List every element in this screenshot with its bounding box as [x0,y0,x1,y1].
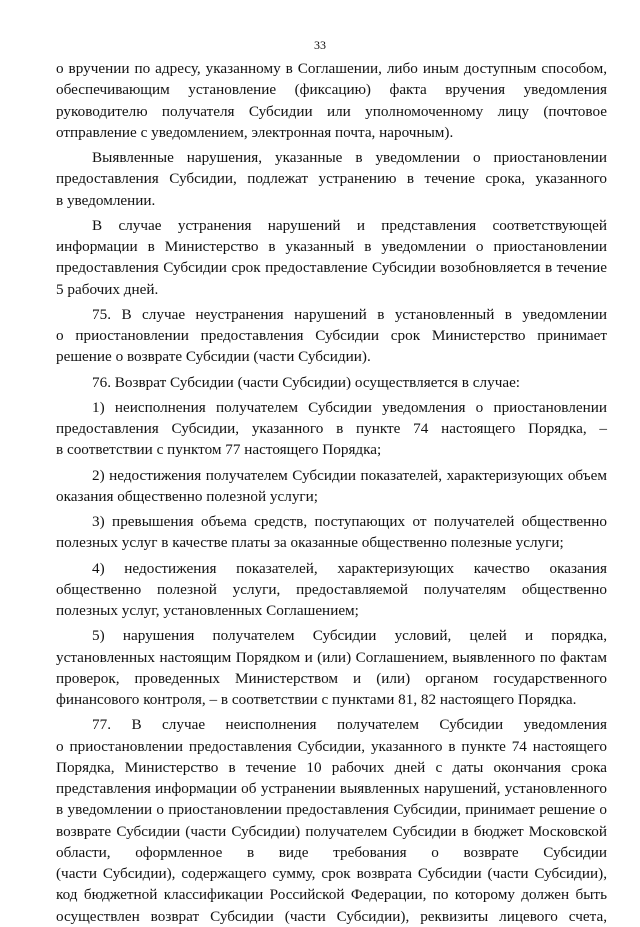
text-line: 1) неисполнения получателем Субсидии уведомления о приостановлении [92,398,607,416]
paragraph [56,215,607,300]
text-line: в уведомлении о приостановлении предоставления Субсидии, принимает решение о [56,801,607,819]
text-line: 77. В случае неисполнения получателем Субсидии уведомления [92,716,607,734]
text-line: возврате Субсидии (части Субсидии) получателем Субсидии в бюджет Московской [56,822,607,840]
text-line: В случае устранения нарушений и представления соответствующей [92,216,607,234]
text-line: 75. В случае неустранения нарушений в установленный в уведомлении [92,305,607,323]
page-number: 33 [314,38,326,52]
text-line: решение о возврате Субсидии (части Субсидии). [56,348,371,366]
text-line: предоставления Субсидии, подлежат устранению в течение срока, указанного [56,170,607,188]
text-line: предоставления Субсидии, указанного в пункте 74 настоящего Порядка, – [56,420,607,437]
text-line: предоставления Субсидии срок предоставление Субсидии возобновляется в течение [56,259,607,277]
text-line: 3) превышения объема средств, поступающих от получателей общественно [92,513,607,530]
text-line: Выявленные нарушения, указанные в уведомлении о приостановлении [92,149,607,166]
text-line: проверок, проведенных Министерством и (или) органом государственного [56,669,607,687]
text-line: о приостановлении предоставления Субсидии, указанного в пункте 74 настоящего [56,737,607,755]
text-line: 2) недостижения получателем Субсидии показателей, характеризующих объем [92,466,607,484]
text-line: 5) нарушения получателем Субсидии условий, целей и порядка, [92,627,607,645]
paragraph [56,372,607,393]
paragraph [56,558,607,622]
text-line: о приостановлении предоставления Субсидии срок Министерство принимает [56,327,607,344]
paragraph [56,58,607,143]
text-line: руководителю получателя Субсидии или уполномоченному лицу (почтовое [56,102,607,120]
text-line: 5 рабочих дней. [56,280,159,298]
text-line: установленных настоящим Порядком и (или) Соглашением, выявленного по фактам [56,648,607,666]
paragraph [56,511,607,554]
text-line: полезных услуг в качестве платы за оказанные общественно полезные услуги; [56,534,564,552]
text-line: в соответствии с пунктом 77 настоящего Порядка; [56,441,382,459]
text-line: 76. Возврат Субсидии (части Субсидии) осуществляется в случае: [92,373,521,391]
paragraph [56,304,607,368]
paragraph [56,147,607,211]
paragraph [56,625,607,710]
text-line: области, оформленное в виде требования о возврате Субсидии [56,843,607,861]
text-line: осуществлен возврат Субсидии (части Субсидии), реквизиты лицевого счета, [56,907,607,925]
text-line: о вручении по адресу, указанному в Соглашении, либо иным доступным способом, [56,60,607,77]
text-line: Порядка, Министерство в течение 10 рабочих дней с даты окончания срока [56,758,607,776]
text-line: информации в Министерство в указанный в уведомлении о приостановлении [56,238,607,255]
text-line: общественно полезной услуги, предоставляемой получателям общественно [56,580,607,598]
text-line: отправление с уведомлением, электронная почта, нарочным). [56,123,454,141]
paragraph [56,397,607,461]
text-line: оказания общественно полезной услуги; [56,487,318,505]
text-line: 4) недостижения показателей, характеризующих качество оказания [92,559,607,577]
text-line: (части Субсидии), содержащего сумму, срок возврата Субсидии (части Субсидии), [56,865,607,882]
document-body [56,58,607,927]
text-line: в уведомлении. [56,191,156,209]
text-line: полезных услуг, установленных Соглашением; [56,602,359,619]
paragraph [56,465,607,508]
text-line: код бюджетной классификации Российской Федерации, по которому должен быть [56,886,607,904]
paragraph [56,714,607,927]
text-line: представления информации об устранении выявленных нарушений, установленного [56,780,607,797]
text-line: обеспечивающим установление (фиксацию) факта вручения уведомления [56,81,607,99]
text-line: финансового контроля, – в соответствии с пунктами 81, 82 настоящего Порядка. [56,691,577,708]
